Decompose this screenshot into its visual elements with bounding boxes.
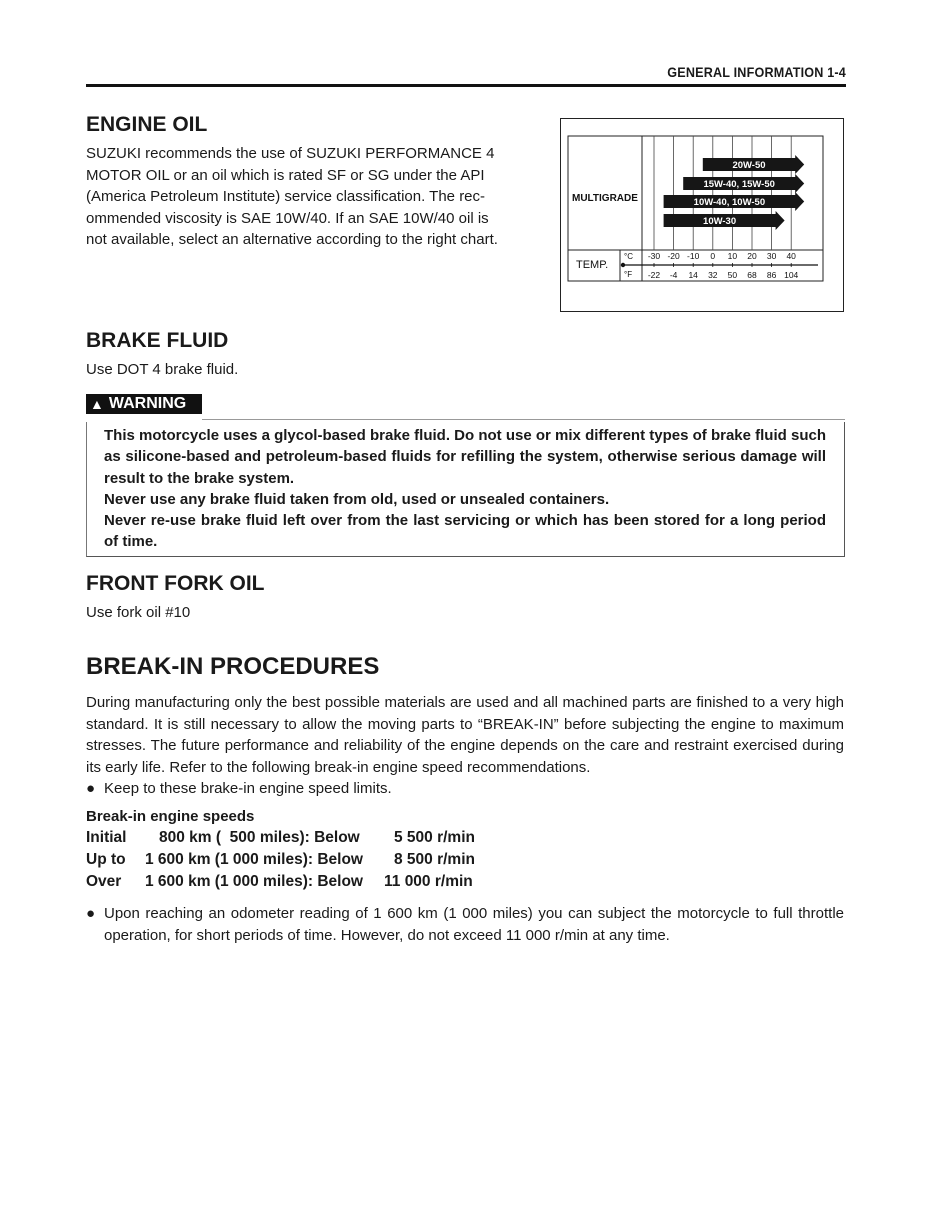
- bullet-text: Upon reaching an odometer reading of 1 600 km (1 000 miles) you can subject the motorcycle to full throttle operation, for short periods of time. However, do not exceed 11 000 r/min at any time.: [104, 905, 844, 944]
- warning-rule: [202, 419, 845, 420]
- break-in-bullet: [86, 903, 844, 947]
- warning-badge-label: WARNING: [108, 395, 187, 412]
- chart-temp-axis-dot: [621, 263, 625, 267]
- bullet-text: Keep to these brake-in engine speed limits.: [104, 780, 392, 797]
- break-in-intro: During manufacturing only the best possible materials are used and all machined parts are finished to a very high standard. It is still necessary to allow the moving parts to “BREAK-IN” before subjecting the engine to maximum stresses. The future performance and reliability of the engine depends on the care and restraint exercised during its early life. Refer to the following break-in engine speed recommendations.: [86, 694, 844, 776]
- speed-phase: Initial: [86, 829, 127, 846]
- speed-phase: Up to: [86, 851, 126, 868]
- warning-triangle-icon: ▲: [90, 396, 104, 412]
- chart-fahrenheit-tick: 32: [708, 270, 718, 280]
- warning-paragraph: Never use any brake fluid taken from old, used or unsealed containers.: [104, 490, 610, 508]
- chart-celsius-tick: 30: [766, 251, 777, 261]
- chart-grade-label: 10W-30: [703, 216, 737, 227]
- engine-oil-line: SUZUKI recommends the use of SUZUKI PERFORMANCE 4: [86, 145, 495, 162]
- page-header-title: GENERAL INFORMATION 1-4: [667, 64, 846, 80]
- break-in-speeds-title: Break-in engine speeds: [86, 808, 255, 825]
- front-fork-oil-heading: FRONT FORK OIL: [86, 572, 265, 595]
- brake-fluid-heading: BRAKE FLUID: [86, 329, 229, 352]
- speed-rpm: 8 500 r/min: [394, 851, 475, 868]
- chart-celsius-tick: 10: [727, 251, 738, 261]
- warning-paragraph: This motorcycle uses a glycol-based brake fluid. Do not use or mix different types of brake fluid such as silicone-based and petroleum-based fluids for refilling the system, otherwise serious damage will result to the brake system.: [104, 427, 826, 487]
- speed-rpm: 5 500 r/min: [394, 829, 475, 846]
- warning-paragraph: Never re-use brake fluid left over from the last servicing or which has been stored for a long period of time.: [104, 512, 826, 551]
- chart-celsius-tick: 0: [710, 251, 716, 261]
- chart-fahrenheit-tick: -22: [647, 270, 661, 280]
- chart-fahrenheit-tick: 104: [784, 270, 799, 280]
- header-rule: [86, 84, 846, 87]
- front-fork-oil-text: Use fork oil #10: [86, 604, 191, 621]
- break-in-bullet: [86, 778, 844, 800]
- engine-oil-line: ommended viscosity is SAE 10W/40. If an SAE 10W/40 oil is: [86, 209, 489, 227]
- chart-row-label: MULTIGRADE: [572, 193, 638, 204]
- chart-bars: [664, 155, 805, 230]
- warning-badge: [86, 394, 202, 414]
- chart-fahrenheit-tick: 68: [747, 270, 757, 280]
- chart-celsius-tick: 40: [786, 251, 796, 261]
- chart-fahrenheit-tick: 86: [766, 270, 777, 280]
- chart-fahrenheit-unit: °F: [624, 270, 633, 279]
- chart-grade-label: 10W-40, 10W-50: [693, 197, 766, 208]
- speed-distance: 1 600 km (1 000 miles): Below: [145, 873, 363, 890]
- viscosity-chart: [560, 118, 844, 312]
- speed-distance: 800 km ( 500 miles): Below: [159, 829, 360, 846]
- engine-oil-line: MOTOR OIL or an oil which is rated SF or SG under the API: [86, 166, 485, 184]
- chart-celsius-tick: -10: [687, 251, 700, 261]
- chart-fahrenheit-tick: -4: [669, 270, 678, 280]
- break-in-heading: BREAK-IN PROCEDURES: [86, 653, 380, 680]
- engine-oil-heading: ENGINE OIL: [86, 113, 208, 136]
- chart-fahrenheit-tick: 14: [688, 270, 698, 280]
- warning-text: [104, 425, 826, 553]
- engine-oil-line: not available, select an alternative according to the right chart.: [86, 231, 498, 248]
- engine-oil-text: [86, 143, 546, 251]
- chart-fahrenheit-tick: 50: [727, 270, 738, 280]
- engine-oil-line: (America Petroleum Institute) service classification. The rec-: [86, 188, 486, 205]
- chart-gridlines: [654, 136, 791, 250]
- brake-fluid-text: Use DOT 4 brake fluid.: [86, 361, 239, 378]
- speed-phase: Over: [86, 873, 122, 890]
- chart-celsius-unit: °C: [624, 252, 633, 261]
- bullet-dot-icon: ●: [86, 780, 96, 797]
- chart-grade-label: 20W-50: [732, 160, 766, 171]
- chart-celsius-tick: 20: [747, 251, 757, 261]
- chart-temp-label: TEMP.: [576, 259, 609, 271]
- chart-celsius-tick: -20: [667, 251, 680, 261]
- bullet-dot-icon: ●: [86, 905, 96, 922]
- chart-grade-label: 15W-40, 15W-50: [703, 179, 775, 190]
- chart-celsius-tick: -30: [647, 251, 661, 261]
- speed-distance: 1 600 km (1 000 miles): Below: [145, 851, 363, 868]
- speed-rpm: 11 000 r/min: [384, 873, 473, 890]
